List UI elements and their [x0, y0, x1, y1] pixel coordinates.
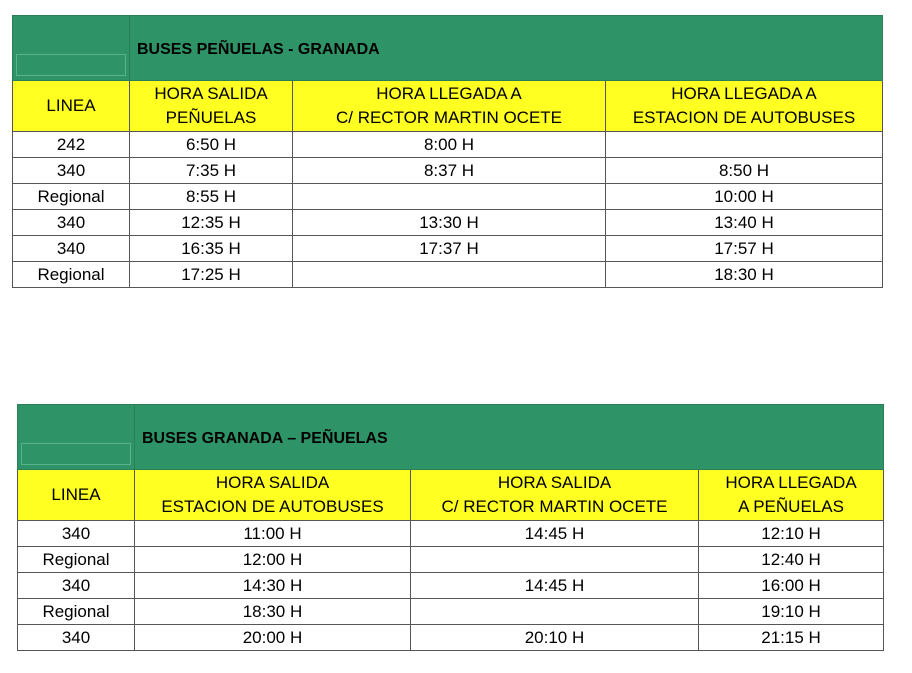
table-row: 340 12:35 H 13:30 H 13:40 H: [13, 210, 883, 236]
title-corner-cell: [18, 405, 135, 470]
table-row: 340 16:35 H 17:37 H 17:57 H: [13, 236, 883, 262]
header-salida-rector: HORA SALIDA C/ RECTOR MARTIN OCETE: [411, 470, 699, 521]
table-title: BUSES GRANADA – PEÑUELAS: [135, 405, 884, 470]
header-linea: LINEA: [18, 470, 135, 521]
table-row: 340 14:30 H 14:45 H 16:00 H: [18, 573, 884, 599]
header-hora-salida: HORA SALIDA PEÑUELAS: [130, 81, 293, 132]
table-row: Regional 8:55 H 10:00 H: [13, 184, 883, 210]
title-corner-cell: [13, 16, 130, 81]
table-row: 340 20:00 H 20:10 H 21:15 H: [18, 625, 884, 651]
schedule-granada-penuelas: [17, 404, 884, 651]
table-header-row: [18, 470, 884, 521]
header-llegada-estacion: HORA LLEGADA A ESTACION DE AUTOBUSES: [606, 81, 883, 132]
table-header-row: [13, 81, 883, 132]
table-title-row: [18, 405, 884, 470]
table-row: 340 7:35 H 8:37 H 8:50 H: [13, 158, 883, 184]
table-row: 242 6:50 H 8:00 H: [13, 132, 883, 158]
header-llegada-rector: HORA LLEGADA A C/ RECTOR MARTIN OCETE: [293, 81, 606, 132]
header-salida-estacion: HORA SALIDA ESTACION DE AUTOBUSES: [135, 470, 411, 521]
table-row: 340 11:00 H 14:45 H 12:10 H: [18, 521, 884, 547]
table-row: Regional 12:00 H 12:40 H: [18, 547, 884, 573]
table-row: Regional 18:30 H 19:10 H: [18, 599, 884, 625]
table-title-row: [13, 16, 883, 81]
schedule-penuelas-granada: [12, 15, 883, 288]
table-row: Regional 17:25 H 18:30 H: [13, 262, 883, 288]
table-title: BUSES PEÑUELAS - GRANADA: [130, 16, 883, 81]
header-linea: LINEA: [13, 81, 130, 132]
header-llegada-penuelas: HORA LLEGADA A PEÑUELAS: [699, 470, 884, 521]
